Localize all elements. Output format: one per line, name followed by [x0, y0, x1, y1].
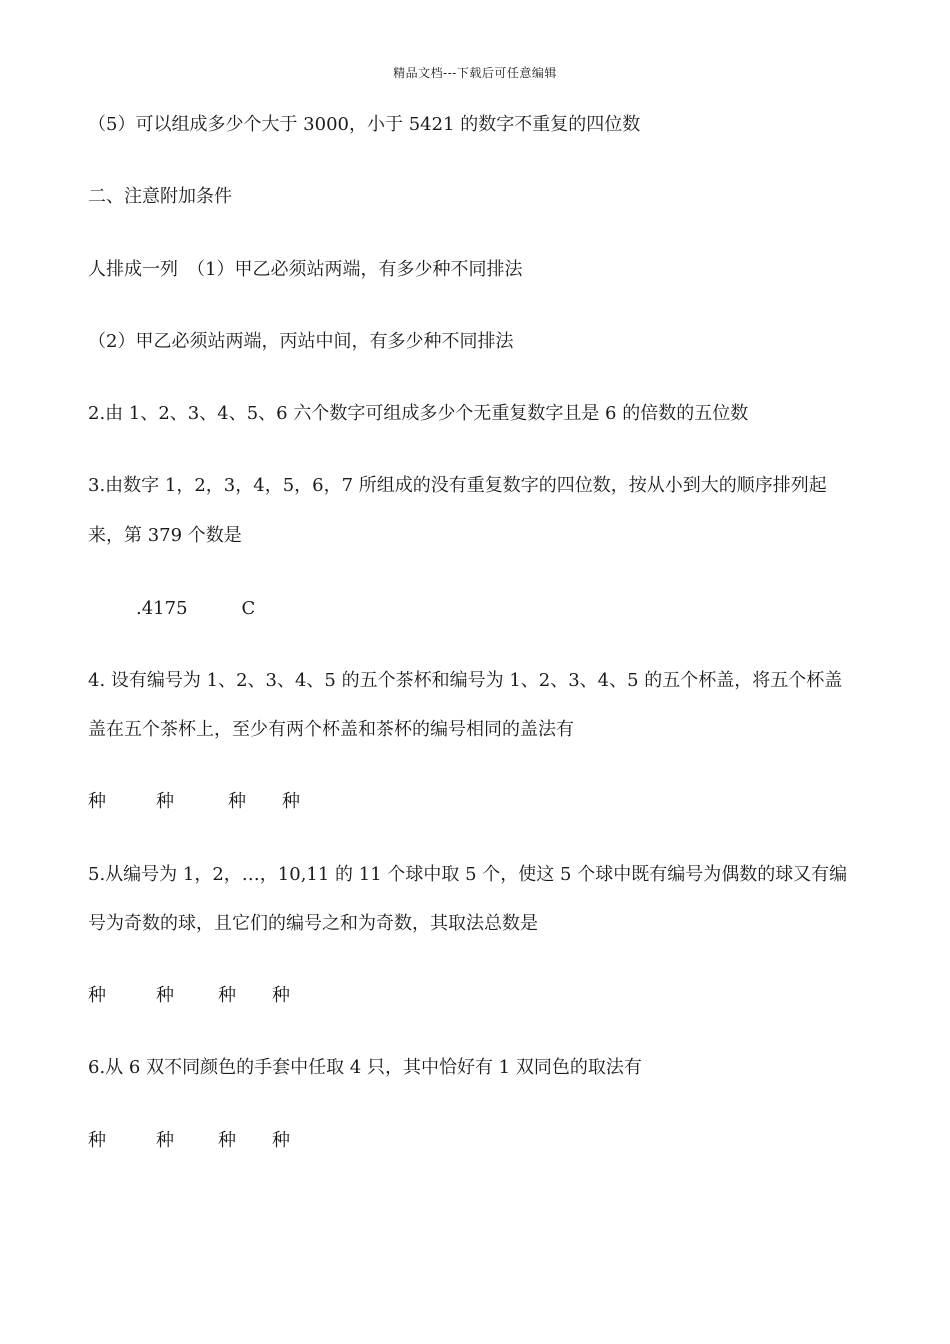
question-2: 2.由 1、2、3、4、5、6 六个数字可组成多少个无重复数字且是 6 的倍数的五位数	[88, 403, 749, 424]
answer-option: 种	[218, 1130, 236, 1151]
question-3-line-2: 来，第 379 个数是	[88, 525, 242, 546]
answer-option: 种	[156, 1130, 174, 1151]
section-2-title: 二、注意附加条件	[88, 186, 232, 207]
answer-option: 种	[156, 791, 174, 812]
answer-option: 种	[272, 1130, 290, 1151]
question-1-part-2: （2）甲乙必须站两端，丙站中间，有多少种不同排法	[88, 331, 514, 352]
answer-option: 种	[156, 985, 174, 1006]
answer-option: 种	[228, 791, 246, 812]
answer-option: 种	[88, 1130, 106, 1151]
answer-option: 种	[272, 985, 290, 1006]
answer-option: 种	[282, 791, 300, 812]
question-3-line-1: 3.由数字 1，2，3，4，5，6，7 所组成的没有重复数字的四位数，按从小到大的顺序排列起	[88, 475, 827, 496]
answer-option: 种	[88, 985, 106, 1006]
question-5-line-2: 号为奇数的球，且它们的编号之和为奇数，其取法总数是	[88, 913, 538, 934]
question-1-part-1: 人排成一列 （1）甲乙必须站两端，有多少种不同排法	[88, 259, 523, 280]
question-5-line-1: 5.从编号为 1，2，…，10,11 的 11 个球中取 5 个，使这 5 个球中既有编号为偶数的球又有编	[88, 864, 848, 885]
answer-option: 种	[218, 985, 236, 1006]
question-5-part-5: （5）可以组成多少个大于 3000，小于 5421 的数字不重复的四位数	[88, 114, 641, 135]
page-header: 精品文档---下载后可任意编辑	[393, 66, 557, 80]
question-3-options: .4175 C	[136, 598, 256, 619]
answer-option: 种	[88, 791, 106, 812]
question-6: 6.从 6 双不同颜色的手套中任取 4 只，其中恰好有 1 双同色的取法有	[88, 1057, 642, 1078]
question-4-line-1: 4. 设有编号为 1、2、3、4、5 的五个茶杯和编号为 1、2、3、4、5 的五个杯盖，将五个杯盖	[88, 670, 843, 691]
question-4-line-2: 盖在五个茶杯上，至少有两个杯盖和茶杯的编号相同的盖法有	[88, 719, 574, 740]
